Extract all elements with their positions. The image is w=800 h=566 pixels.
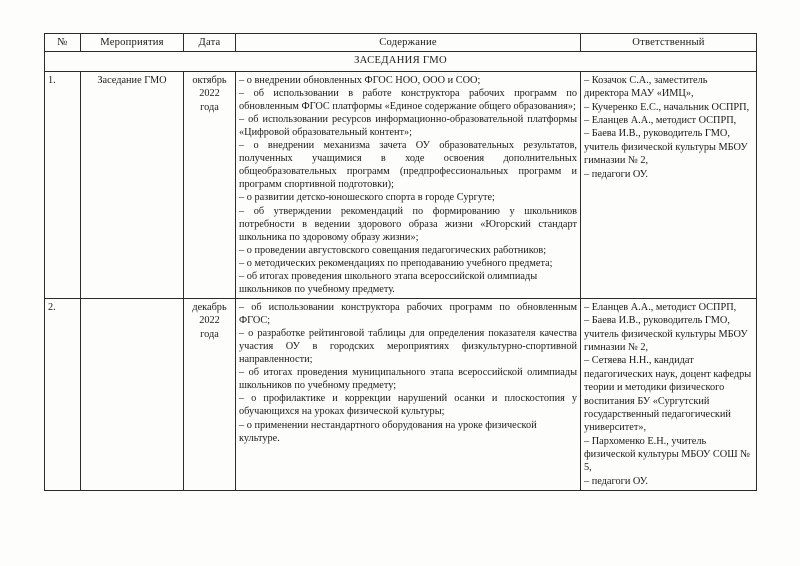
content-item: – об использовании ресурсов информационно-образовательной платформы «Цифровой образовательный контент»; [239,114,577,139]
header-cell-event: Мероприятия [81,34,184,52]
row-event [81,298,184,490]
date-line: года [200,328,219,340]
responsible-item: – педагоги ОУ. [584,168,648,180]
content-item: – о методических рекомендациях по преподаванию учебного предмета; [239,257,553,269]
content-item: – о внедрении обновленных ФГОС НОО, ООО и СОО; [239,74,481,86]
responsible-item: – Кучеренко Е.С., начальник ОСПРП, [584,101,750,113]
row-responsible [581,71,757,298]
row-date [184,71,236,298]
content-item: – о разработке рейтинговой таблицы для определения показателя качества участия ОУ в городских мероприятиях физкультурно-спортивной направленности; [239,328,577,366]
row-responsible [581,298,757,490]
row-content [236,71,581,298]
plan-table [44,33,757,491]
responsible-item: – Еланцев А.А., методист ОСПРП, [584,301,737,313]
row-content [236,298,581,490]
date-line: года [200,101,219,113]
content-item: – о внедрении механизма зачета ОУ образовательных результатов, полученных учащимися в ходе освоения дополнительных общеобразовательных программ (предпрофессиональных программ и программ спортивной подготовки); [239,140,577,191]
header-cell-date: Дата [184,34,236,52]
header-cell-content: Содержание [236,34,581,52]
table-header [45,34,757,52]
responsible-item: – Пархоменко Е.Н., учитель физической культуры МБОУ СОШ № 5, [584,435,751,474]
table-row [45,71,757,298]
content-item: – о применении нестандартного оборудования на уроке физической культуре. [239,419,537,444]
header-cell-responsible: Ответственный [581,34,757,52]
content-item: – об утверждении рекомендаций по формированию у школьников потребности в ведении здорового образа жизни «Югорский стандарт школьника по здоровому образу жизни»; [239,205,577,243]
responsible-item: – Баева И.В., руководитель ГМО, учитель физической культуры МБОУ гимназии № 2, [584,315,748,354]
date-line: 2022 [199,88,220,100]
row-event: Заседание ГМО [81,71,184,298]
header-cell-num: № [45,34,81,52]
responsible-item: – Еланцев А.А., методист ОСПРП, [584,115,737,127]
date-line: 2022 [199,315,220,327]
section-title: ЗАСЕДАНИЯ ГМО [45,52,757,71]
content-item: – об итогах проведения школьного этапа всероссийской олимпиады школьников по учебному предмету. [239,270,538,295]
section-title-row [45,52,757,71]
table-header-row [45,34,757,52]
responsible-item: – педагоги ОУ. [584,475,648,487]
content-item: – об использовании конструктора рабочих программ по обновленным ФГОС; [239,301,577,327]
responsible-item: – Сетяева Н.Н., кандидат педагогических наук, доцент кафедры теории и методики физического воспитания БУ «Сургутский государственный педагогический университет», [584,355,752,434]
responsible-item: – Козачок С.А., заместитель директора МАУ «ИМЦ», [584,74,708,100]
content-item: – о проведении августовского совещания педагогических работников; [239,244,547,256]
content-item: – об использовании в работе конструктора рабочих программ по обновленным ФГОС платформы «Единое содержание общего образования»; [239,87,577,113]
content-item: – о развитии детско-юношеского спорта в городе Сургуте; [239,192,495,204]
content-item: – об итогах проведения муниципального этапа всероссийской олимпиады школьников по учебному предмету; [239,367,577,392]
date-line: октябрь [192,74,227,86]
table-body [45,52,757,491]
row-number: 2. [45,298,81,490]
table-row [45,298,757,490]
row-date [184,298,236,490]
date-line: декабрь [192,301,227,313]
responsible-item: – Баева И.В., руководитель ГМО, учитель физической культуры МБОУ гимназии № 2, [584,128,748,167]
row-number: 1. [45,71,81,298]
content-item: – о профилактике и коррекции нарушений осанки и плоскостопия у обучающихся на уроках физической культуры; [239,393,577,418]
